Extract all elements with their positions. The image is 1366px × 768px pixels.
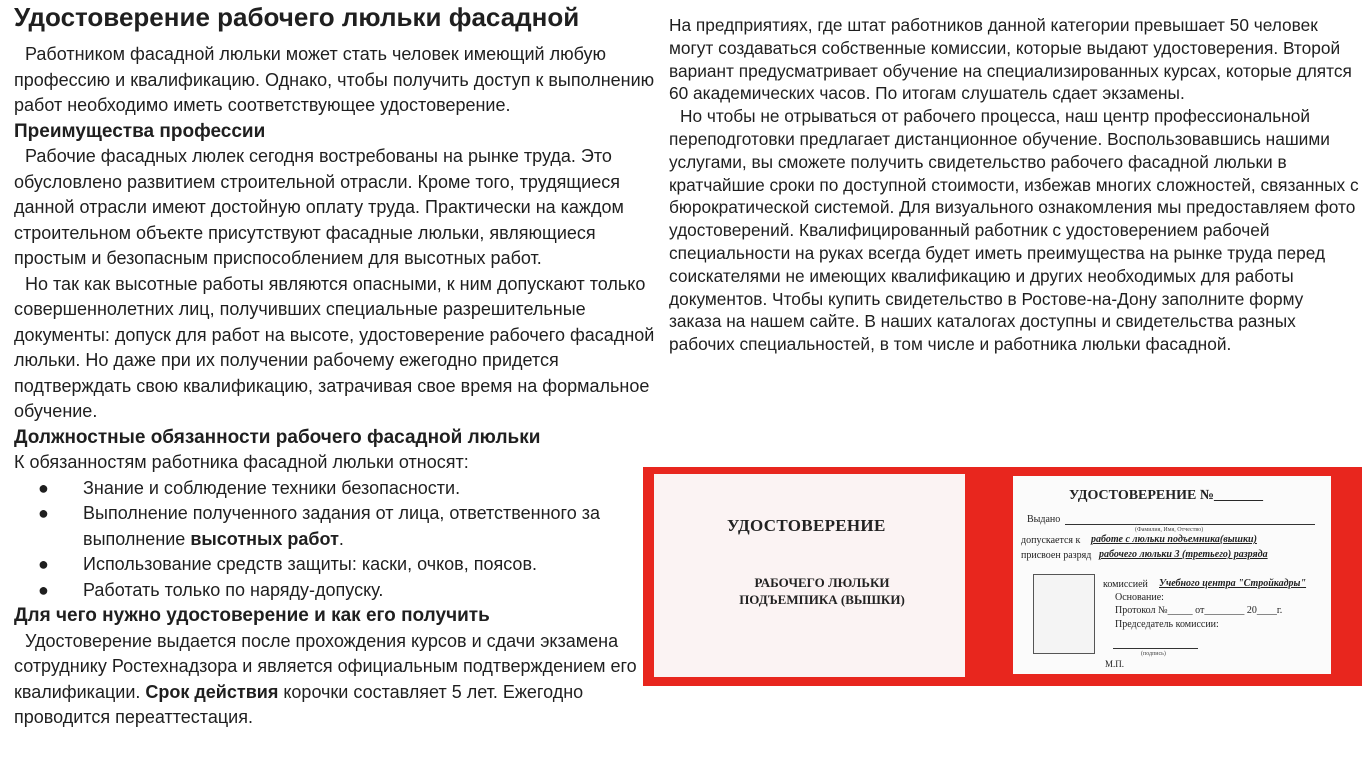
admitted-label: допускается к <box>1021 535 1081 546</box>
list-item <box>14 578 669 604</box>
right-column <box>669 14 1359 356</box>
sign-hint: (подпись) <box>1141 651 1166 657</box>
list-item <box>14 476 669 502</box>
protocol-line: Протокол №_____ от________ 20____г. <box>1115 605 1283 616</box>
bullet-icon: ● <box>38 477 49 498</box>
photo-placeholder <box>1033 574 1095 654</box>
bullet-icon: ● <box>38 579 49 600</box>
list-item <box>14 501 669 552</box>
heading-why: Для чего нужно удостоверение и как его получить <box>14 605 490 626</box>
cover-subtitle-line-1: РАБОЧЕГО ЛЮЛЬКИ <box>754 575 890 590</box>
why-bold-text: Срок действия <box>145 681 279 702</box>
advantages-paragraph-1: Рабочие фасадных люлек сегодня востребованы на рынке труда. Это обусловлено развитием строительной отрасли. Кроме того, трудящиеся данной отрасли имеют достойную оплату труда. Практически на каждом строительном объекте присутствуют фасадные люльки, являющиеся простым и безопасным приспособлением для высотных работ. <box>14 146 624 268</box>
issued-label: Выдано <box>1027 514 1061 525</box>
bullet-icon: ● <box>38 503 49 523</box>
cover-subtitle <box>712 574 932 608</box>
signature-line <box>1113 648 1198 649</box>
advantages-paragraph-2: Но так как высотные работы являются опасными, к ним допускают только совершеннолетних лиц, получивших специальные разрешительные документы: допуск для работ на высоте, удостоверение рабочего фасадной люльки. Но даже при их получении рабочему ежегодно придется подтверждать свою квалификацию, затрачивая свое время на формальное обучение. <box>14 273 655 421</box>
why-text-end: корочки составляет 5 лет. Ежегодно проводится переаттестация. <box>14 681 584 727</box>
left-column <box>14 2 669 731</box>
certificate-inner-page <box>1013 476 1331 674</box>
page-title: Удостоверение рабочего люльки фасадной <box>14 2 580 32</box>
duty-text-end: . <box>338 528 344 549</box>
rank-value: рабочего люльки 3 (третьего) разряда <box>1099 549 1268 560</box>
why-paragraph <box>14 629 669 731</box>
duty-text: Выполнение полученного задания от лица, ответственного за выполнение <box>83 503 600 549</box>
bullet-icon: ● <box>38 554 49 574</box>
duty-text: Работать только по наряду-допуску. <box>83 579 384 600</box>
fio-hint: (Фамилия, Имя, Отчество) <box>1135 527 1204 533</box>
rank-label: присвоен разряд <box>1021 550 1092 561</box>
certificate-cover <box>654 474 965 677</box>
stamp-label: М.П. <box>1105 659 1125 669</box>
duty-text: Использование средств защиты: каски, очков, поясов. <box>83 554 538 574</box>
chair-label: Председатель комиссии: <box>1115 619 1219 630</box>
cover-subtitle-line-2: ПОДЪЕМПИКА (ВЫШКИ) <box>739 592 905 607</box>
list-item <box>14 552 669 578</box>
basis-label: Основание: <box>1115 592 1164 603</box>
duty-text: Знание и соблюдение техники безопасности. <box>83 477 461 498</box>
duty-bold-text: высотных работ <box>190 528 339 549</box>
right-paragraph-1: На предприятиях, где штат работников данной категории превышает 50 человек могут создаваться собственные комиссии, которые выдают удостоверения. Второй вариант предусматривает обучение на специализированных курсах, которые длятся 60 академических часов. По итогам слушатель сдает экзамены. <box>669 15 1352 104</box>
commission-label: комиссией <box>1103 579 1148 590</box>
duties-list <box>14 476 669 604</box>
right-paragraph-2: Но чтобы не отрываться от рабочего процесса, наш центр профессиональной переподготовки предлагает дистанционное обучение. Воспользовавшись нашими услугами, вы сможете получить свидетельство рабочего фасадной люльки в кратчайшие сроки по доступной стоимости, избежав многих сложностей, связанных с бюрократической системой. Для визуального ознакомления мы предоставляем фото удостоверений. Квалифицированный работник с удостоверением рабочей специальности на руках всегда будет иметь преимущества на рынке труда перед соискателями не имеющих квалификацию и других необходимых для работы документов. Чтобы купить свидетельство в Ростове-на-Дону заполните форму заказа на нашем сайте. В наших каталогах доступны и свидетельства разных рабочих специальностей, в том числе и работника люльки фасадной. <box>669 106 1359 355</box>
admitted-value: работе с люльки подъемника(вышки) <box>1091 534 1257 545</box>
issued-line <box>1065 524 1315 525</box>
intro-paragraph: Работником фасадной люльки может стать человек имеющий любую профессию и квалификацию. Однако, чтобы получить доступ к выполнению работ необходимо иметь соответствующее удостоверение. <box>14 44 655 115</box>
duties-intro: К обязанностям работника фасадной люльки относят: <box>14 452 469 472</box>
certificate-spine <box>965 474 1007 677</box>
why-text: Удостоверение выдается после прохождения курсов и сдачи экзамена сотруднику Ростехнадзора и является официальным подтверждением его квалификации. <box>14 630 637 702</box>
cover-title: УДОСТОВЕРЕНИЕ <box>727 516 886 535</box>
commission-value: Учебного центра "Стройкадры" <box>1159 578 1307 589</box>
inner-title: УДОСТОВЕРЕНИЕ №_______ <box>1069 488 1263 503</box>
heading-duties: Должностные обязанности рабочего фасадной люльки <box>14 426 541 448</box>
heading-advantages: Преимущества профессии <box>14 120 266 142</box>
